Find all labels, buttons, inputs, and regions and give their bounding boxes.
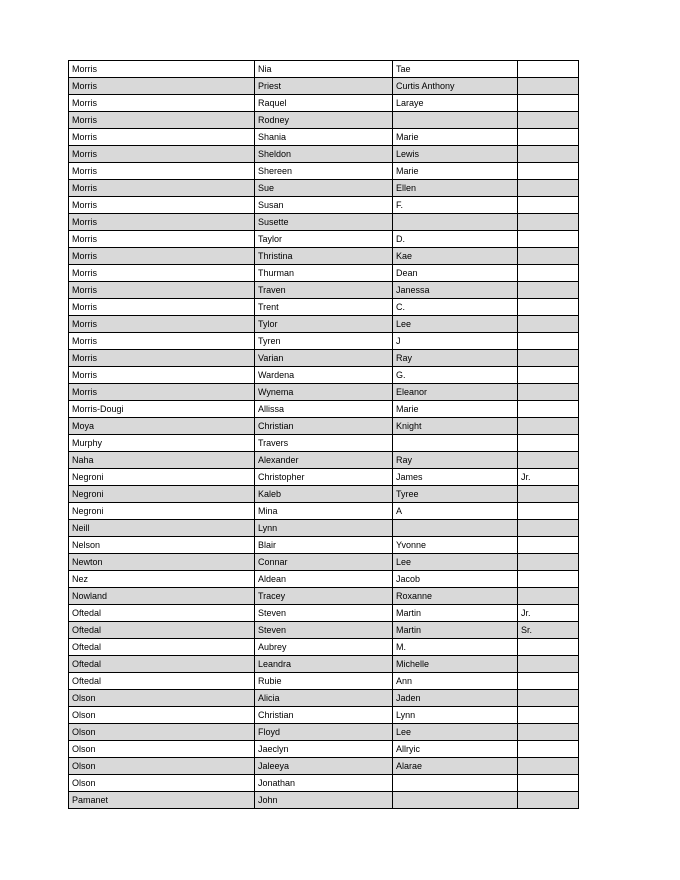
- last-name-cell: Negroni: [69, 469, 255, 486]
- last-name-cell: Oftedal: [69, 605, 255, 622]
- table-row: [69, 214, 579, 231]
- suffix-cell: [518, 146, 579, 163]
- first-name-cell: Lynn: [255, 520, 393, 537]
- middle-name-cell: Allryic: [393, 741, 518, 758]
- suffix-cell: [518, 299, 579, 316]
- last-name-cell: Nowland: [69, 588, 255, 605]
- table-row: [69, 656, 579, 673]
- suffix-cell: [518, 452, 579, 469]
- last-name-cell: Nelson: [69, 537, 255, 554]
- suffix-cell: [518, 741, 579, 758]
- table-row: [69, 95, 579, 112]
- last-name-cell: Olson: [69, 741, 255, 758]
- middle-name-cell: Tyree: [393, 486, 518, 503]
- suffix-cell: [518, 265, 579, 282]
- middle-name-cell: Knight: [393, 418, 518, 435]
- first-name-cell: Taylor: [255, 231, 393, 248]
- table-row: [69, 333, 579, 350]
- last-name-cell: Nez: [69, 571, 255, 588]
- middle-name-cell: G.: [393, 367, 518, 384]
- first-name-cell: Alicia: [255, 690, 393, 707]
- last-name-cell: Morris: [69, 214, 255, 231]
- suffix-cell: [518, 775, 579, 792]
- last-name-cell: Olson: [69, 707, 255, 724]
- table-row: [69, 792, 579, 809]
- name-list-table: [68, 60, 579, 809]
- first-name-cell: Travers: [255, 435, 393, 452]
- middle-name-cell: [393, 520, 518, 537]
- last-name-cell: Morris: [69, 299, 255, 316]
- table-row: [69, 180, 579, 197]
- table-row: [69, 112, 579, 129]
- first-name-cell: Aldean: [255, 571, 393, 588]
- middle-name-cell: Eleanor: [393, 384, 518, 401]
- suffix-cell: [518, 61, 579, 78]
- first-name-cell: Trent: [255, 299, 393, 316]
- first-name-cell: Alexander: [255, 452, 393, 469]
- last-name-cell: Morris: [69, 231, 255, 248]
- middle-name-cell: J: [393, 333, 518, 350]
- middle-name-cell: Laraye: [393, 95, 518, 112]
- last-name-cell: Morris: [69, 163, 255, 180]
- suffix-cell: [518, 554, 579, 571]
- table-row: [69, 163, 579, 180]
- first-name-cell: Raquel: [255, 95, 393, 112]
- suffix-cell: [518, 537, 579, 554]
- middle-name-cell: [393, 792, 518, 809]
- middle-name-cell: A: [393, 503, 518, 520]
- table-row: [69, 537, 579, 554]
- first-name-cell: Leandra: [255, 656, 393, 673]
- last-name-cell: Morris: [69, 61, 255, 78]
- last-name-cell: Moya: [69, 418, 255, 435]
- table-row: [69, 588, 579, 605]
- table-row: [69, 316, 579, 333]
- first-name-cell: Blair: [255, 537, 393, 554]
- middle-name-cell: Jacob: [393, 571, 518, 588]
- first-name-cell: Jaeclyn: [255, 741, 393, 758]
- last-name-cell: Negroni: [69, 486, 255, 503]
- table-row: [69, 758, 579, 775]
- middle-name-cell: Lee: [393, 724, 518, 741]
- suffix-cell: [518, 112, 579, 129]
- table-row: [69, 248, 579, 265]
- suffix-cell: [518, 792, 579, 809]
- table-row: [69, 520, 579, 537]
- last-name-cell: Neill: [69, 520, 255, 537]
- last-name-cell: Morris: [69, 95, 255, 112]
- table-row: [69, 605, 579, 622]
- table-row: [69, 622, 579, 639]
- suffix-cell: [518, 231, 579, 248]
- last-name-cell: Morris: [69, 78, 255, 95]
- last-name-cell: Murphy: [69, 435, 255, 452]
- table-row: [69, 673, 579, 690]
- middle-name-cell: Ray: [393, 350, 518, 367]
- table-row: [69, 197, 579, 214]
- middle-name-cell: Jaden: [393, 690, 518, 707]
- middle-name-cell: C.: [393, 299, 518, 316]
- last-name-cell: Morris: [69, 333, 255, 350]
- first-name-cell: Traven: [255, 282, 393, 299]
- last-name-cell: Naha: [69, 452, 255, 469]
- suffix-cell: [518, 758, 579, 775]
- suffix-cell: Jr.: [518, 605, 579, 622]
- middle-name-cell: F.: [393, 197, 518, 214]
- suffix-cell: [518, 333, 579, 350]
- table-row: [69, 401, 579, 418]
- suffix-cell: [518, 214, 579, 231]
- suffix-cell: [518, 418, 579, 435]
- middle-name-cell: Marie: [393, 401, 518, 418]
- suffix-cell: [518, 656, 579, 673]
- table-row: [69, 639, 579, 656]
- first-name-cell: Floyd: [255, 724, 393, 741]
- middle-name-cell: Ray: [393, 452, 518, 469]
- suffix-cell: [518, 503, 579, 520]
- table-row: [69, 78, 579, 95]
- middle-name-cell: Martin: [393, 622, 518, 639]
- first-name-cell: Wardena: [255, 367, 393, 384]
- first-name-cell: Sue: [255, 180, 393, 197]
- table-row: [69, 452, 579, 469]
- middle-name-cell: Lee: [393, 554, 518, 571]
- last-name-cell: Morris: [69, 384, 255, 401]
- middle-name-cell: Ellen: [393, 180, 518, 197]
- last-name-cell: Morris: [69, 180, 255, 197]
- table-row: [69, 741, 579, 758]
- middle-name-cell: [393, 214, 518, 231]
- last-name-cell: Morris: [69, 112, 255, 129]
- table-row: [69, 146, 579, 163]
- table-row: [69, 282, 579, 299]
- last-name-cell: Morris: [69, 316, 255, 333]
- middle-name-cell: Kae: [393, 248, 518, 265]
- last-name-cell: Oftedal: [69, 656, 255, 673]
- suffix-cell: [518, 248, 579, 265]
- middle-name-cell: [393, 775, 518, 792]
- last-name-cell: Morris: [69, 282, 255, 299]
- table-row: [69, 384, 579, 401]
- middle-name-cell: Michelle: [393, 656, 518, 673]
- suffix-cell: [518, 690, 579, 707]
- table-row: [69, 469, 579, 486]
- first-name-cell: Christian: [255, 707, 393, 724]
- last-name-cell: Olson: [69, 724, 255, 741]
- table-row: [69, 61, 579, 78]
- middle-name-cell: Janessa: [393, 282, 518, 299]
- last-name-cell: Morris: [69, 367, 255, 384]
- middle-name-cell: Marie: [393, 163, 518, 180]
- suffix-cell: [518, 197, 579, 214]
- suffix-cell: [518, 163, 579, 180]
- suffix-cell: [518, 724, 579, 741]
- first-name-cell: Steven: [255, 622, 393, 639]
- last-name-cell: Morris: [69, 129, 255, 146]
- suffix-cell: [518, 384, 579, 401]
- suffix-cell: [518, 401, 579, 418]
- last-name-cell: Morris: [69, 350, 255, 367]
- table-row: [69, 299, 579, 316]
- suffix-cell: [518, 588, 579, 605]
- middle-name-cell: James: [393, 469, 518, 486]
- first-name-cell: Priest: [255, 78, 393, 95]
- table-row: [69, 571, 579, 588]
- middle-name-cell: Martin: [393, 605, 518, 622]
- middle-name-cell: [393, 112, 518, 129]
- middle-name-cell: M.: [393, 639, 518, 656]
- suffix-cell: [518, 520, 579, 537]
- table-row: [69, 265, 579, 282]
- suffix-cell: [518, 350, 579, 367]
- middle-name-cell: D.: [393, 231, 518, 248]
- first-name-cell: Kaleb: [255, 486, 393, 503]
- first-name-cell: Nia: [255, 61, 393, 78]
- middle-name-cell: Curtis Anthony: [393, 78, 518, 95]
- last-name-cell: Negroni: [69, 503, 255, 520]
- last-name-cell: Newton: [69, 554, 255, 571]
- suffix-cell: [518, 639, 579, 656]
- first-name-cell: Tyren: [255, 333, 393, 350]
- middle-name-cell: Lee: [393, 316, 518, 333]
- last-name-cell: Oftedal: [69, 673, 255, 690]
- table-row: [69, 775, 579, 792]
- last-name-cell: Morris: [69, 146, 255, 163]
- first-name-cell: Susette: [255, 214, 393, 231]
- first-name-cell: Tylor: [255, 316, 393, 333]
- name-list-body: [69, 61, 579, 809]
- suffix-cell: [518, 95, 579, 112]
- suffix-cell: [518, 673, 579, 690]
- first-name-cell: Mina: [255, 503, 393, 520]
- suffix-cell: [518, 282, 579, 299]
- table-row: [69, 350, 579, 367]
- first-name-cell: Susan: [255, 197, 393, 214]
- last-name-cell: Oftedal: [69, 639, 255, 656]
- first-name-cell: Jaleeya: [255, 758, 393, 775]
- last-name-cell: Morris-Dougi: [69, 401, 255, 418]
- table-row: [69, 724, 579, 741]
- last-name-cell: Pamanet: [69, 792, 255, 809]
- table-row: [69, 367, 579, 384]
- table-row: [69, 129, 579, 146]
- first-name-cell: Tracey: [255, 588, 393, 605]
- first-name-cell: Connar: [255, 554, 393, 571]
- first-name-cell: Christopher: [255, 469, 393, 486]
- first-name-cell: Aubrey: [255, 639, 393, 656]
- middle-name-cell: Dean: [393, 265, 518, 282]
- table-row: [69, 554, 579, 571]
- last-name-cell: Morris: [69, 265, 255, 282]
- middle-name-cell: Lynn: [393, 707, 518, 724]
- table-row: [69, 231, 579, 248]
- first-name-cell: Varian: [255, 350, 393, 367]
- suffix-cell: [518, 571, 579, 588]
- first-name-cell: Jonathan: [255, 775, 393, 792]
- last-name-cell: Morris: [69, 197, 255, 214]
- suffix-cell: Sr.: [518, 622, 579, 639]
- middle-name-cell: Marie: [393, 129, 518, 146]
- first-name-cell: Steven: [255, 605, 393, 622]
- middle-name-cell: Roxanne: [393, 588, 518, 605]
- table-row: [69, 486, 579, 503]
- suffix-cell: [518, 367, 579, 384]
- last-name-cell: Olson: [69, 690, 255, 707]
- middle-name-cell: [393, 435, 518, 452]
- first-name-cell: Thristina: [255, 248, 393, 265]
- last-name-cell: Olson: [69, 775, 255, 792]
- first-name-cell: Rubie: [255, 673, 393, 690]
- first-name-cell: Shereen: [255, 163, 393, 180]
- table-row: [69, 435, 579, 452]
- middle-name-cell: Alarae: [393, 758, 518, 775]
- suffix-cell: [518, 707, 579, 724]
- first-name-cell: Allissa: [255, 401, 393, 418]
- suffix-cell: [518, 486, 579, 503]
- last-name-cell: Olson: [69, 758, 255, 775]
- suffix-cell: [518, 180, 579, 197]
- table-row: [69, 503, 579, 520]
- first-name-cell: Rodney: [255, 112, 393, 129]
- table-row: [69, 707, 579, 724]
- last-name-cell: Oftedal: [69, 622, 255, 639]
- middle-name-cell: Yvonne: [393, 537, 518, 554]
- suffix-cell: [518, 78, 579, 95]
- middle-name-cell: Lewis: [393, 146, 518, 163]
- first-name-cell: Christian: [255, 418, 393, 435]
- middle-name-cell: Tae: [393, 61, 518, 78]
- table-row: [69, 690, 579, 707]
- suffix-cell: Jr.: [518, 469, 579, 486]
- first-name-cell: John: [255, 792, 393, 809]
- suffix-cell: [518, 435, 579, 452]
- last-name-cell: Morris: [69, 248, 255, 265]
- first-name-cell: Sheldon: [255, 146, 393, 163]
- suffix-cell: [518, 129, 579, 146]
- first-name-cell: Thurman: [255, 265, 393, 282]
- first-name-cell: Wynema: [255, 384, 393, 401]
- suffix-cell: [518, 316, 579, 333]
- table-row: [69, 418, 579, 435]
- first-name-cell: Shania: [255, 129, 393, 146]
- middle-name-cell: Ann: [393, 673, 518, 690]
